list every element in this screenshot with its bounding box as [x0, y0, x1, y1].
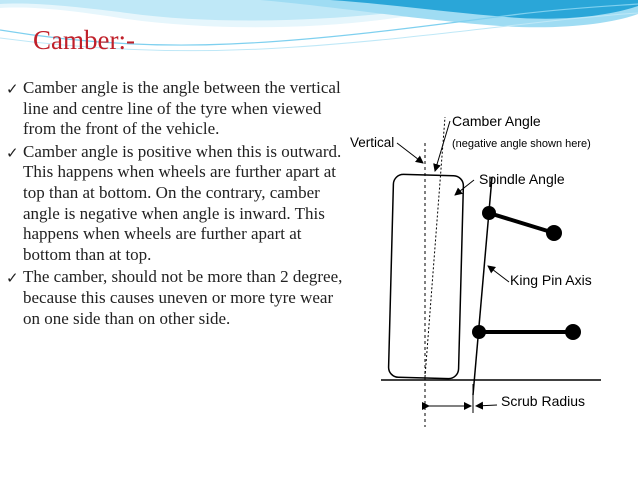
label-spindle-angle: Spindle Angle — [479, 171, 565, 187]
lower-ball-joint — [472, 325, 486, 339]
bullet-item — [6, 78, 351, 140]
label-scrub-radius: Scrub Radius — [501, 393, 586, 409]
upper-pivot — [546, 225, 562, 241]
bullet-text: Camber angle is the angle between the vertical line and centre line of the tyre when viewed from the front of the vehicle. — [23, 78, 341, 139]
bullet-item — [6, 142, 351, 266]
bullet-text: The camber, should not be more than 2 degree, because this causes uneven or more tyre wear on one side than on other side. — [23, 267, 343, 328]
checkmark-icon: ✓ — [6, 269, 19, 288]
checkmark-icon: ✓ — [6, 143, 19, 162]
upper-ball-joint — [482, 206, 496, 220]
label-camber-note: (negative angle shown here) — [452, 138, 591, 150]
slide-title: Camber:- — [33, 25, 135, 55]
lower-pivot — [565, 324, 581, 340]
label-king-pin-axis: King Pin Axis — [510, 272, 592, 288]
bullet-list — [6, 78, 351, 331]
checkmark-icon: ✓ — [6, 80, 19, 98]
label-camber-angle: Camber Angle — [452, 113, 541, 129]
bullet-text: Camber angle is positive when this is outward. This happens when wheels are further apart at top than at bottom. On the contrary, camber angle is negative when angle is inward. This happens when wheels are further apart at bottom than at top. — [23, 141, 342, 264]
bullet-item — [6, 267, 351, 329]
label-vertical: Vertical — [350, 135, 395, 150]
camber-diagram — [349, 95, 612, 431]
